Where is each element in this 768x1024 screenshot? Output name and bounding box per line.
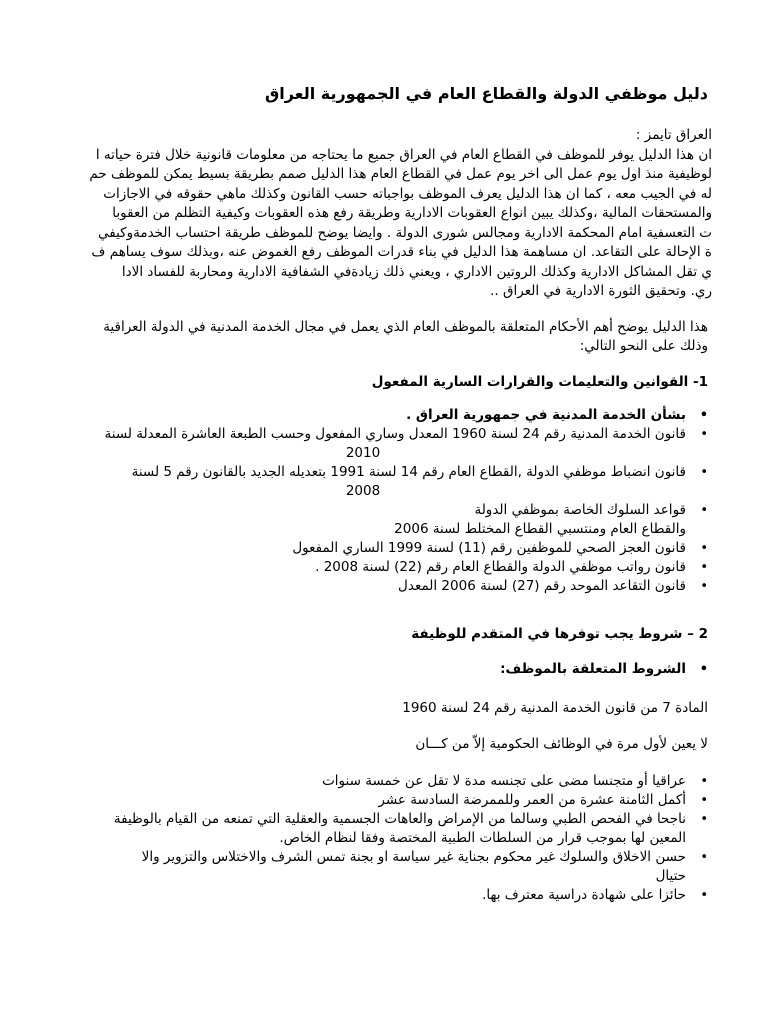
intro-line: لوظيفية منذ اول يوم عمل الى اخر يوم عمل في القطاع العام هذا الدليل صمم بطريقة بسيط يمكن للموظف حم xyxy=(89,166,712,182)
list-item: • أكمل الثامنة عشرة من العمر وللممرضة السادسة عشر xyxy=(40,791,686,810)
list-item: • عراقيا أو متجنسا مضى على تجنسه مدة لا تقل عن خمسة سنوات xyxy=(40,772,686,791)
intro-line: ت التعسفية امام المحكمة الادارية ومجالس شورى الدولة . وايضا يوضح للموظف طريقة احتساب الخدمةوكيفي xyxy=(98,224,712,241)
list-item: • بشأن الخدمة المدنية في جمهورية العراق . xyxy=(40,406,686,425)
intro-paragraph xyxy=(0,126,712,302)
intro-line: ة الإحالة على التقاعد. ان مساهمة هذا الدليل في بناء قدرات الموظف رفع الغموض عنه ،وبذلك سوف يساهم ف xyxy=(91,244,712,260)
conditions-subheading-list xyxy=(40,660,686,679)
overview-paragraph xyxy=(0,318,708,356)
list-item: • حائزا على شهادة دراسية معترف بها. xyxy=(40,886,686,905)
list-item: • قانون العجز الصحي للموظفين رقم (11) لسنة 1999 الساري المفعول xyxy=(40,539,686,558)
laws-list xyxy=(40,406,686,596)
document-title: دليل موظفي الدولة والقطاع العام في الجمهورية العراق xyxy=(264,84,708,103)
condition-statement: لا يعين لأول مرة في الوظائف الحكومية إلاّ من كـــان xyxy=(415,736,708,752)
list-item: • قانون الخدمة المدنية رقم 24 لسنة 1960 المعدل وساري المفعول وحسب الطبعة العاشرة المعدلة لسنة 2010 xyxy=(40,425,686,463)
list-item: • الشروط المتعلقة بالموظف: xyxy=(40,660,686,679)
list-item: • قانون التقاعد الموحد رقم (27) لسنة 2006 المعدل xyxy=(40,577,686,596)
article-reference: المادة 7 من قانون الخدمة المدنية رقم 24 لسنة 1960 xyxy=(402,700,708,716)
intro-line: والمستحقات المالية ،وكذلك يبين انواع العقوبات الادارية وطريقة رفع هذه العقوبات وكيفية التظلم من العقوبا xyxy=(112,205,712,221)
section1-heading: 1- القوانين والتعليمات والقرارات السارية المفعول xyxy=(371,374,708,390)
intro-line: ي تقل المشاكل الادارية وكذلك الروتين الاداري ، ويعني ذلك زيادةفي الشفافية الادارية ومحاربة للفساد الادا xyxy=(121,263,712,280)
intro-line: ان هذا الدليل يوفر للموظف في القطاع العام في العراق جميع ما يحتاجه من معلومات قانونية خلال فترة حياته ا xyxy=(95,146,712,163)
list-item: • حسن الاخلاق والسلوك غير محكوم بجناية غير سياسة او بجنة تمس الشرف والاختلاس والتزوير والا حتيال xyxy=(40,848,686,886)
overview-line: وذلك على النحو التالي: xyxy=(579,338,708,354)
list-item: • قواعد السلوك الخاصة بموظفي الدولة والقطاع العام ومنتسبي القطاع المختلط لسنة 2006 xyxy=(40,501,686,539)
overview-line: هذا الدليل يوضح أهم الأحكام المتعلقة بالموظف العام الذي يعمل في مجال الخدمة المدنية في الدولة العراقية xyxy=(103,319,708,335)
intro-line: العراق تايمز : xyxy=(635,127,712,143)
list-item: • ناجحا في الفحص الطبي وسالما من الإمراض والعاهات الجسمية والعقلية التي تمنعه من القيام بالوظيفة المعين لها بموجب قرار من السلطات الطبية المختصة وفقا لنظام الخاص. xyxy=(40,810,686,848)
intro-line: له في الجيب معه ، كما ان هذا الدليل يعرف الموظف بواجباته حسب القانون وكذلك ماهي حقوقه في الاجازات xyxy=(103,185,712,202)
section2-heading: 2 – شروط يجب توفرها في المتقدم للوظيفة xyxy=(411,626,708,642)
list-item: • قانون انضباط موظفي الدولة ,القطاع العام رقم 14 لسنة 1991 بتعديله الجديد بالقانون رقم 5 لسنة 2008 xyxy=(40,463,686,501)
list-item: • قانون رواتب موظفي الدولة والقطاع العام رقم (22) لسنة 2008 . xyxy=(40,558,686,577)
conditions-list xyxy=(40,772,686,905)
intro-line: ري. وتحقيق الثورة الادارية في العراق .. xyxy=(490,283,712,299)
